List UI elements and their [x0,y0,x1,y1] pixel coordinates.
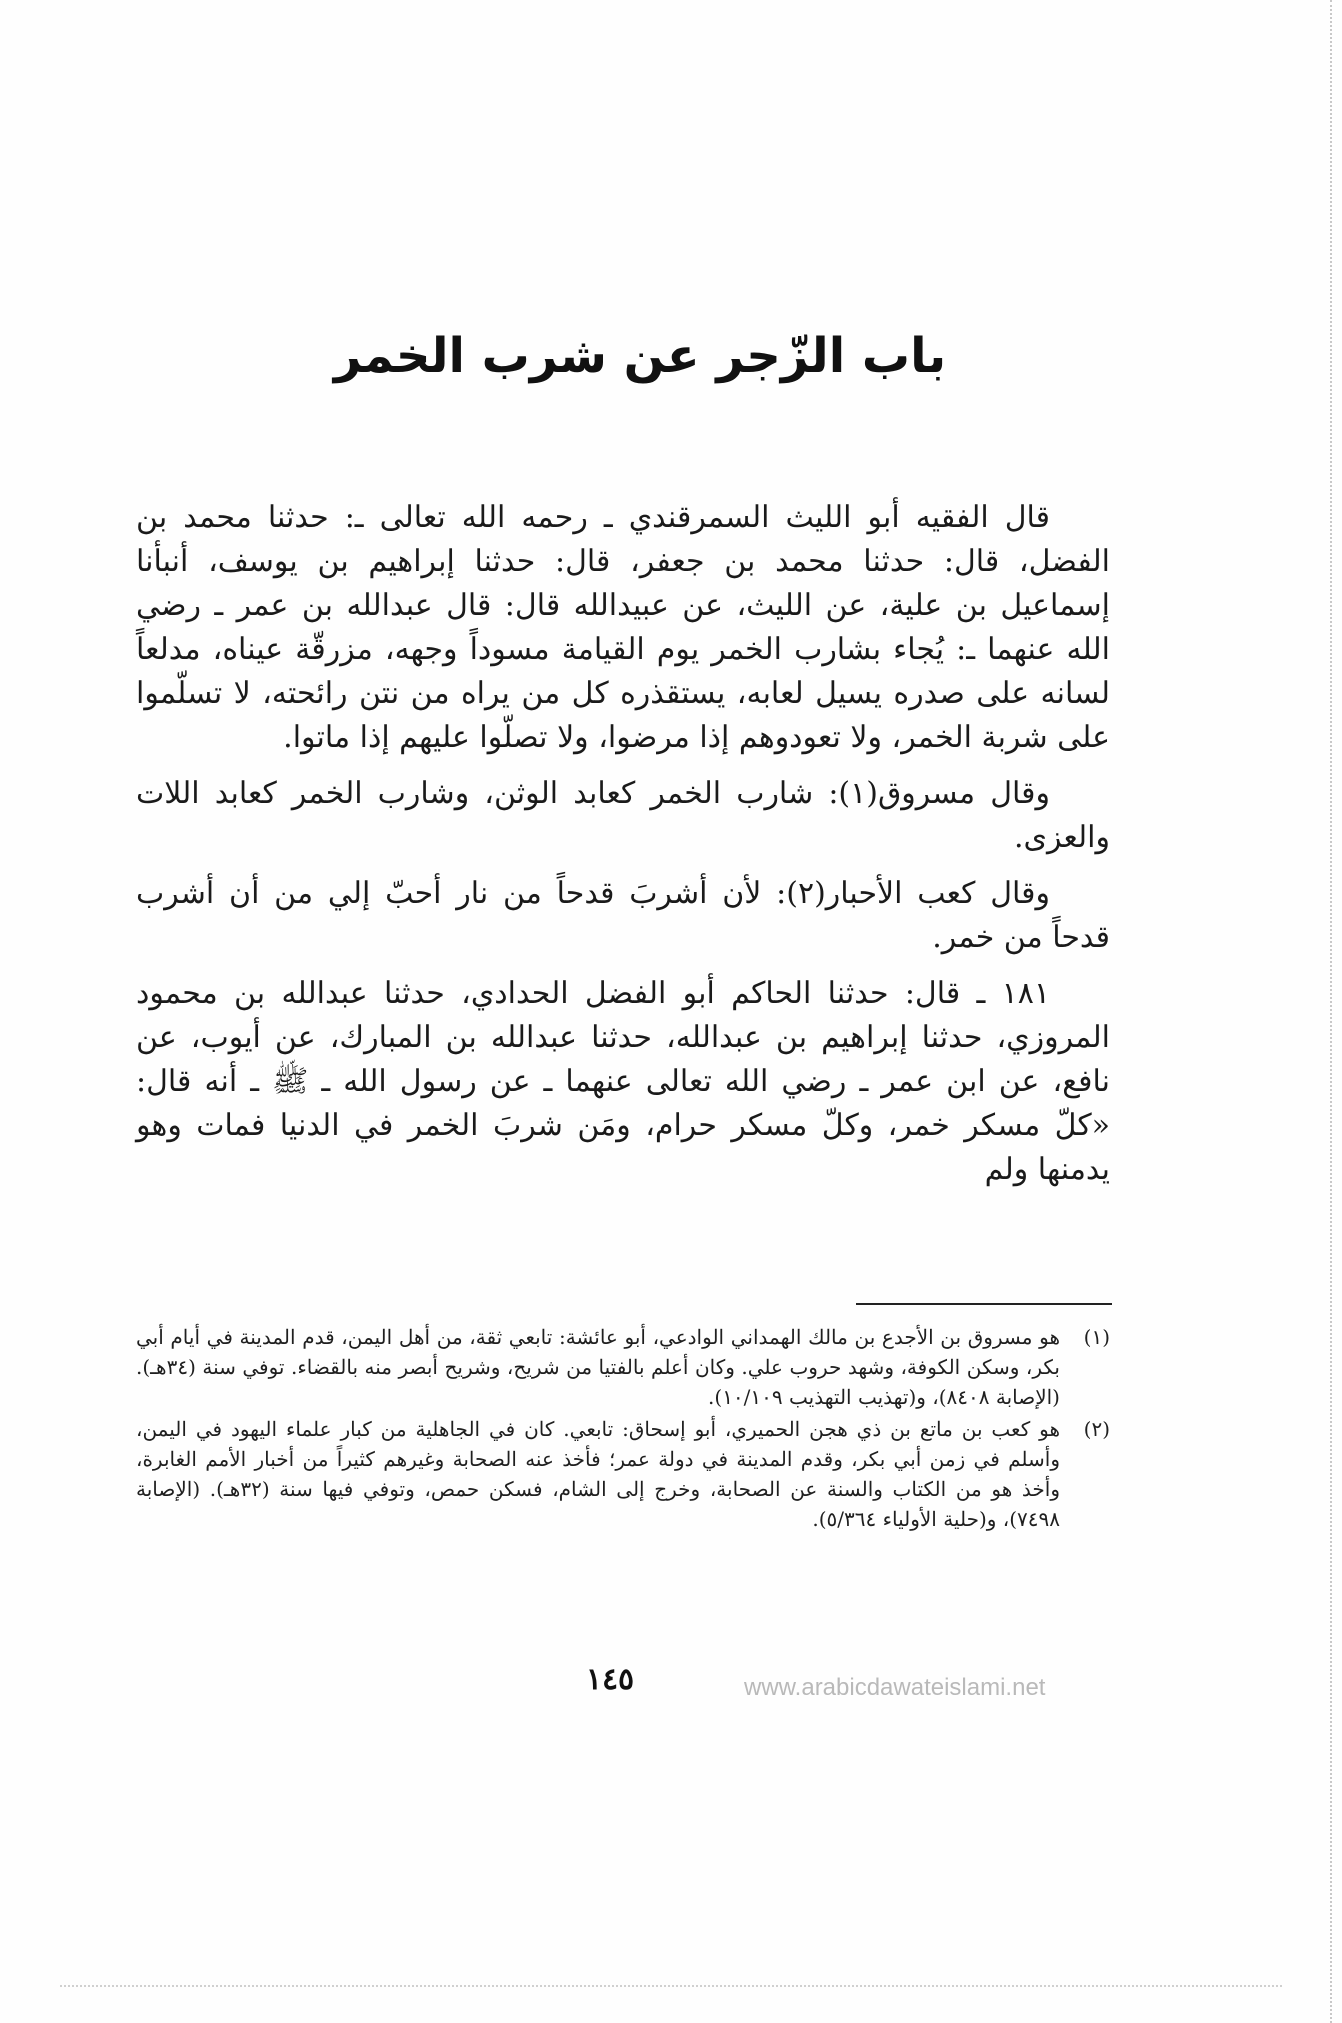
footnote-text: هو مسروق بن الأجدع بن مالك الهمداني الوادعي، أبو عائشة: تابعي ثقة، من أهل اليمن، قدم المدينة في أيام أبي بكر، وسكن الكوفة، وشهد حروب علي. وكان أعلم بالفتيا من شريح، وشريح أبصر منه بالقضاء. توفي سنة (٣٤هـ). (الإصابة ٨٤٠٨)، و(تهذيب التهذيب ١٠/١٠٩). [136,1325,1060,1409]
paragraph: قال الفقيه أبو الليث السمرقندي ـ رحمه الله تعالى ـ: حدثنا محمد بن الفضل، قال: حدثنا محمد بن جعفر، قال: حدثنا إبراهيم بن يوسف، أنبأنا إسماعيل بن علية، عن الليث، عن عبيدالله قال: قال عبدالله بن عمر ـ رضي الله عنهما ـ: يُجاء بشارب الخمر يوم القيامة مسوداً وجهه، مزرقّة عيناه، مدلعاً لسانه على صدره يسيل لعابه، يستقذره كل من يراه من نتن رائحته، لا تسلّموا على شربة الخمر، ولا تعودوهم إذا مرضوا، ولا تصلّوا عليهم إذا ماتوا. [136,500,1110,755]
paragraph: وقال مسروق(١): شارب الخمر كعابد الوثن، وشارب الخمر كعابد اللات والعزى. [136,776,1110,855]
scan-edge-bottom [60,1985,1282,1987]
scan-edge-right [1330,0,1332,2023]
footnotes [136,1322,1110,1536]
chapter-title: باب الزّجر عن شرب الخمر [333,328,947,385]
footnote [136,1322,1110,1412]
footnote-divider [856,1303,1112,1305]
page-number: ١٤٥ [585,1662,635,1697]
footnote [136,1414,1110,1534]
footnote-number: (١) [1083,1325,1110,1349]
watermark-url: www.arabicdawateislami.net [744,1674,1046,1701]
main-text [136,496,1110,1204]
footnote-text: هو كعب بن ماتع بن ذي هجن الحميري، أبو إسحاق: تابعي. كان في الجاهلية من كبار علماء اليهود في اليمن، وأسلم في زمن أبي بكر، وقدم المدينة في دولة عمر؛ فأخذ عنه الصحابة وغيرهم كثيراً من أخبار الأمم الغابرة، وأخذ هو من الكتاب والسنة عن الصحابة، وخرج إلى الشام، فسكن حمص، وتوفي فيها سنة (٣٢هـ). (الإصابة ٧٤٩٨)، و(حلية الأولياء ٥/٣٦٤). [136,1417,1060,1531]
paragraph: ١٨١ ـ قال: حدثنا الحاكم أبو الفضل الحدادي، حدثنا عبدالله بن محمود المروزي، حدثنا إبراهيم بن عبدالله، حدثنا عبدالله بن المبارك، عن أيوب، عن نافع، عن ابن عمر ـ رضي الله تعالى عنهما ـ عن رسول الله ـ ﷺ ـ أنه قال: «كلّ مسكر خمر، وكلّ مسكر حرام، ومَن شربَ الخمر في الدنيا فمات وهو يدمنها ولم [136,976,1110,1187]
footnote-number: (٢) [1083,1417,1110,1441]
paragraph: وقال كعب الأحبار(٢): لأن أشربَ قدحاً من نار أحبّ إلي من أن أشرب قدحاً من خمر. [136,876,1110,955]
